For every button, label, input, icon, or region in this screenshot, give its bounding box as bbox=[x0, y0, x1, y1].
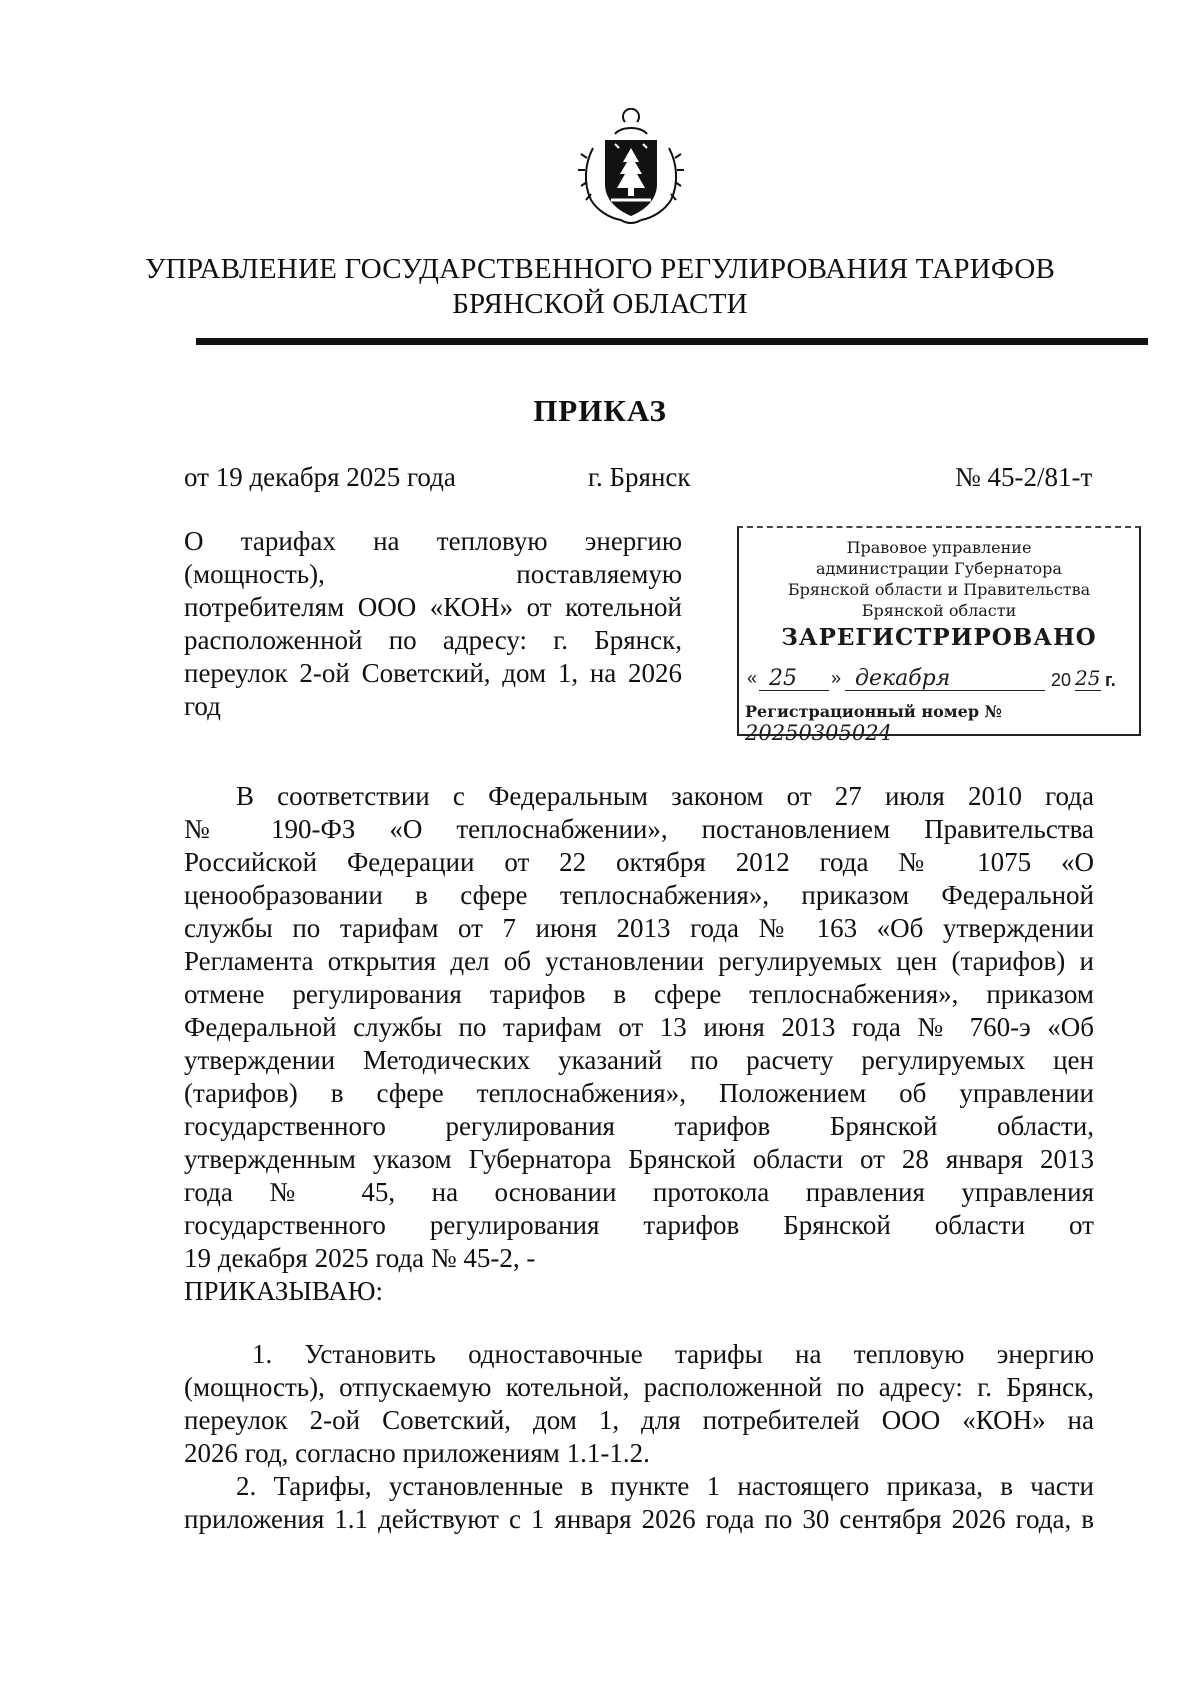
item-line: переулок 2-ой Советский, дом 1, для потребителей ООО «КОН» на bbox=[184, 1405, 1094, 1435]
preamble-line: утвержденным указом Губернатора Брянской области от 28 января 2013 bbox=[184, 1144, 1094, 1174]
document-title: ПРИКАЗ bbox=[533, 393, 667, 428]
order-date: от 19 декабря 2025 года bbox=[184, 462, 456, 492]
preamble-line: службы по тарифам от 7 июня 2013 года № 163 «Об утверждении bbox=[184, 913, 1094, 943]
stamp-status: ЗАРЕГИСТРИРОВАНО bbox=[781, 624, 1097, 651]
preamble-paragraph bbox=[184, 780, 1094, 1275]
order-subject bbox=[184, 525, 682, 723]
stamp-year-unit: г. bbox=[1105, 670, 1116, 690]
preamble-line: 19 декабря 2025 года № 45-2, - bbox=[184, 1243, 536, 1273]
subject-line: год bbox=[184, 691, 221, 721]
stamp-day: 25 bbox=[769, 666, 797, 691]
order-city: г. Брянск bbox=[588, 462, 691, 492]
stamp-line: Правовое управление bbox=[846, 538, 1032, 557]
item-line: (мощность), отпускаемую котельной, расположенной по адресу: г. Брянск, bbox=[184, 1372, 1094, 1402]
quote-mark: » bbox=[831, 668, 842, 688]
spacer bbox=[184, 1308, 1094, 1338]
item-1 bbox=[184, 1338, 1094, 1470]
stamp-line: Брянской области bbox=[861, 601, 1017, 620]
registration-stamp bbox=[737, 526, 1141, 745]
order-word: ПРИКАЗЫВАЮ: bbox=[184, 1276, 383, 1306]
stamp-year-suffix: 25 bbox=[1075, 666, 1101, 690]
stamp-reg-label: Регистрационный номер № bbox=[745, 702, 1002, 721]
order-number: № 45-2/81-т bbox=[955, 462, 1093, 492]
coat-of-arms-emblem bbox=[575, 108, 687, 226]
organization-name-line1: УПРАВЛЕНИЕ ГОСУДАРСТВЕННОГО РЕГУЛИРОВАНИЯ ТАРИФОВ bbox=[144, 253, 1056, 285]
item-line: 2. Тарифы, установленные в пункте 1 настоящего приказа, в части bbox=[236, 1471, 1094, 1501]
underline bbox=[1075, 690, 1101, 691]
subject-line: расположенной по адресу: г. Брянск, bbox=[184, 625, 682, 655]
item-line: 1. Установить одноставочные тарифы на тепловую энергию bbox=[252, 1339, 1094, 1369]
item-line: 2026 год, согласно приложениям 1.1-1.2. bbox=[184, 1438, 650, 1468]
preamble-line: ценообразовании в сфере теплоснабжения», приказом Федеральной bbox=[184, 880, 1094, 910]
subject-line: потребителям ООО «КОН» от котельной bbox=[184, 592, 682, 622]
subject-line: переулок 2-ой Советский, дом 1, на 2026 bbox=[184, 658, 682, 688]
preamble-line: года № 45, на основании протокола правления управления bbox=[184, 1177, 1094, 1207]
stamp-registration bbox=[745, 702, 1135, 745]
order-body bbox=[184, 780, 1094, 1536]
subject-line: (мощность), поставляемую bbox=[184, 559, 682, 589]
subject-line: О тарифах на тепловую энергию bbox=[184, 526, 682, 556]
preamble-line: государственного регулирования тарифов Брянской области от bbox=[184, 1210, 1094, 1240]
stamp-year-prefix: 20 bbox=[1051, 670, 1072, 690]
preamble-line: Российской Федерации от 22 октября 2012 года № 1075 «О bbox=[184, 847, 1094, 877]
preamble-line: отмене регулирования тарифов в сфере теплоснабжения», приказом bbox=[184, 979, 1094, 1009]
quote-mark: « bbox=[747, 668, 758, 688]
stamp-month: декабря bbox=[855, 666, 951, 691]
preamble-line: Регламента открытия дел об установлении регулируемых цен (тарифов) и bbox=[184, 946, 1094, 976]
preamble-line: В соответствии с Федеральным законом от 27 июля 2010 года bbox=[236, 781, 1094, 811]
stamp-line: Брянской области и Правительства bbox=[787, 580, 1091, 599]
preamble-line: Федеральной службы по тарифам от 13 июня 2013 года № 760-э «Об bbox=[184, 1012, 1094, 1042]
preamble-line: государственного регулирования тарифов Брянской области, bbox=[184, 1111, 1094, 1141]
stamp-reg-number: 20250305024 bbox=[745, 721, 892, 745]
stamp-date bbox=[745, 666, 1133, 698]
organization-name-line2: БРЯНСКОЙ ОБЛАСТИ bbox=[452, 288, 748, 320]
preamble-line: утверждении Методических указаний по расчету регулируемых цен bbox=[184, 1045, 1094, 1075]
stamp-line: администрации Губернатора bbox=[816, 559, 1062, 578]
header-divider bbox=[196, 338, 1148, 345]
preamble-line: (тарифов) в сфере теплоснабжения», Положением об управлении bbox=[184, 1078, 1094, 1108]
item-2 bbox=[184, 1470, 1094, 1536]
item-line: приложения 1.1 действуют с 1 января 2026 года по 30 сентября 2026 года, в bbox=[184, 1504, 1094, 1534]
preamble-line: № 190-ФЗ «О теплоснабжении», постановлением Правительства bbox=[184, 814, 1094, 844]
